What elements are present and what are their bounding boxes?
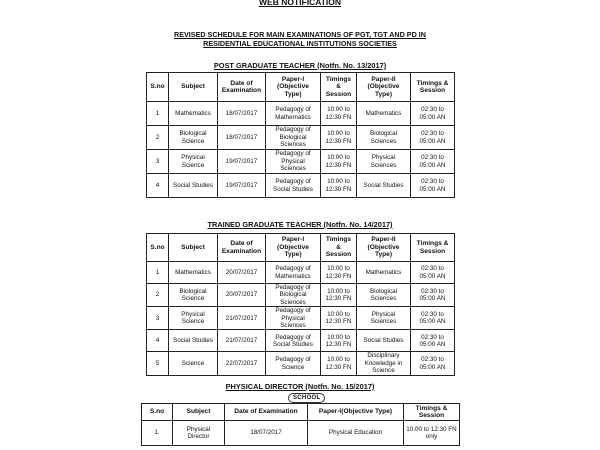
header-cell: Timings & Session (411, 234, 455, 262)
cell-paper1: Pedagogy of Social Studies (266, 174, 321, 198)
cell-sno: 3 (147, 307, 169, 330)
header-cell: Paper-I (Objective Type) (266, 73, 321, 102)
header-cell: Date of Examination (218, 234, 266, 262)
cell-sno: 3 (147, 150, 169, 174)
table-row (147, 284, 455, 307)
cell-subject: Biological Science (169, 126, 218, 150)
cell-subject: Physical Science (169, 150, 218, 174)
cell-subject: Social Studies (169, 330, 218, 352)
cell-paper1: Pedagogy of Mathematics (266, 102, 321, 126)
cell-paper1: Pedagogy of Physical Sciences (266, 307, 321, 330)
header-cell: S.no (142, 404, 173, 421)
cell-timing2: 02:30 to 05:00 AN (411, 330, 455, 352)
web-notification-title: WEB NOTIFICATION (259, 0, 341, 7)
cell-paper2: Physical Sciences (357, 307, 411, 330)
cell-paper2: Social Studies (357, 330, 411, 352)
cell-subject: Science (169, 352, 218, 375)
pgt-schedule-table (146, 72, 455, 198)
cell-paper2: Disciplinary Knowledge in Science (357, 352, 411, 375)
cell-timing1: 10:00 to 12:30 FN (321, 284, 357, 307)
header-cell: S.no (147, 234, 169, 262)
pgt-heading: POST GRADUATE TEACHER (Notfn. No. 13/2017) (213, 61, 387, 70)
header-cell: Timings & Session (404, 404, 460, 421)
cell-date: 18/07/2017 (218, 102, 266, 126)
pd-schedule-table (141, 403, 460, 446)
cell-timing2: 02:30 to 05:00 AN (411, 352, 455, 375)
cell-paper2: Biological Sciences (357, 126, 411, 150)
cell-paper2: Physical Sciences (357, 150, 411, 174)
cell-paper1: Pedagogy of Biological Sciences (266, 284, 321, 307)
header-cell: Paper-I(Objective Type) (308, 404, 404, 421)
cell-paper1: Pedagogy of Physical Sciences (266, 150, 321, 174)
cell-timing2: 02:30 to 05:00 AN (411, 262, 455, 284)
cell-timing1: 10:00 to 12:30 FN (321, 352, 357, 375)
header-cell: Paper-I (Objective Type) (266, 234, 321, 262)
cell-sno: 4 (147, 174, 169, 198)
cell-paper2: Mathematics (357, 262, 411, 284)
cell-timing1: 10:00 to 12:30 FN (321, 126, 357, 150)
cell-sno: 1 (147, 102, 169, 126)
cell-sno: 1 (147, 262, 169, 284)
table-row (147, 126, 455, 150)
cell-timing1: 10:00 to 12:30 FN (321, 174, 357, 198)
header-cell: Subject (173, 404, 225, 421)
table-row (147, 174, 455, 198)
cell-timing2: 02:30 to 05:00 AN (411, 126, 455, 150)
cell-timing2: 02:30 to 05:00 AN (411, 102, 455, 126)
cell-sno: 1. (142, 421, 173, 446)
table-header-row (147, 234, 455, 262)
header-cell: Date of Examination (225, 404, 308, 421)
table-row (147, 307, 455, 330)
cell-sno: 5 (147, 352, 169, 375)
tgt-schedule-table (146, 233, 455, 376)
cell-paper2: Biological Sciences (357, 284, 411, 307)
pd-heading: PHYSICAL DIRECTOR (Notfn. No. 15/2017) (225, 382, 375, 391)
table-row (147, 102, 455, 126)
cell-subject: Physical Director (173, 421, 225, 446)
header-cell: Subject (169, 234, 218, 262)
cell-paper2: Mathematics (357, 102, 411, 126)
cell-date: 21/07/2017 (218, 330, 266, 352)
table-row (147, 262, 455, 284)
subtitle-line-2: RESIDENTIAL EDUCATIONAL INSTITUTIONS SOCIETIES (203, 39, 397, 48)
cell-date: 20/07/2017 (218, 284, 266, 307)
cell-subject: Biological Science (169, 284, 218, 307)
header-cell: Paper-II (Objective Type) (357, 73, 411, 102)
cell-timing1: 10:00 to 12:30 FN (321, 150, 357, 174)
cell-paper1: Pedagogy of Mathematics (266, 262, 321, 284)
cell-sno: 2 (147, 126, 169, 150)
cell-date: 18/07/2017 (225, 421, 308, 446)
subtitle-line-1: REVISED SCHEDULE FOR MAIN EXAMINATIONS OF PGT, TGT AND PD IN (174, 30, 426, 39)
table-row (147, 330, 455, 352)
cell-timing2: 02:30 to 05:00 AN (411, 174, 455, 198)
header-cell: S.no (147, 73, 169, 102)
header-cell: Timings & Session (321, 234, 357, 262)
cell-paper1: Pedagogy of Science (266, 352, 321, 375)
cell-timing2: 02:30 to 05:00 AN (411, 307, 455, 330)
cell-date: 21/07/2017 (218, 307, 266, 330)
table-row (147, 150, 455, 174)
cell-timing1: 10:00 to 12:30 FN (321, 102, 357, 126)
header-cell: Subject (169, 73, 218, 102)
cell-timing2: 02:30 to 05:00 AN (411, 150, 455, 174)
cell-subject: Social Studies (169, 174, 218, 198)
cell-date: 19/07/2017 (218, 174, 266, 198)
table-row (142, 421, 460, 446)
cell-sno: 4 (147, 330, 169, 352)
cell-paper1: Pedagogy of Social Studies (266, 330, 321, 352)
table-header-row (142, 404, 460, 421)
cell-timing1: 10:00 to 12:30 FN (321, 307, 357, 330)
cell-timing2: 02:30 to 05:00 AN (411, 284, 455, 307)
school-stamp: SCHOOL (288, 393, 325, 403)
cell-date: 22/07/2017 (218, 352, 266, 375)
header-cell: Timings & Session (321, 73, 357, 102)
cell-subject: Mathematics (169, 102, 218, 126)
cell-paper2: Social Studies (357, 174, 411, 198)
cell-subject: Mathematics (169, 262, 218, 284)
cell-paper1: Pedagogy of Biological Sciences (266, 126, 321, 150)
cell-timing: 10.00 to 12:30 FN only (404, 421, 460, 446)
cell-subject: Physical Science (169, 307, 218, 330)
header-cell: Date of Examination (218, 73, 266, 102)
table-row (147, 352, 455, 375)
cell-date: 20/07/2017 (218, 262, 266, 284)
header-cell: Timings & Session (411, 73, 455, 102)
revised-schedule-heading (0, 30, 600, 48)
cell-paper1: Physical Education (308, 421, 404, 446)
cell-date: 18/07/2017 (218, 126, 266, 150)
table-header-row (147, 73, 455, 102)
cell-timing1: 10:00 to 12:30 FN (321, 262, 357, 284)
header-cell: Paper-II (Objective Type) (357, 234, 411, 262)
tgt-heading: TRAINED GRADUATE TEACHER (Notfn. No. 14/2017) (207, 220, 393, 229)
cell-sno: 2 (147, 284, 169, 307)
cell-timing1: 10:00 to 12:30 FN (321, 330, 357, 352)
cell-date: 19/07/2017 (218, 150, 266, 174)
